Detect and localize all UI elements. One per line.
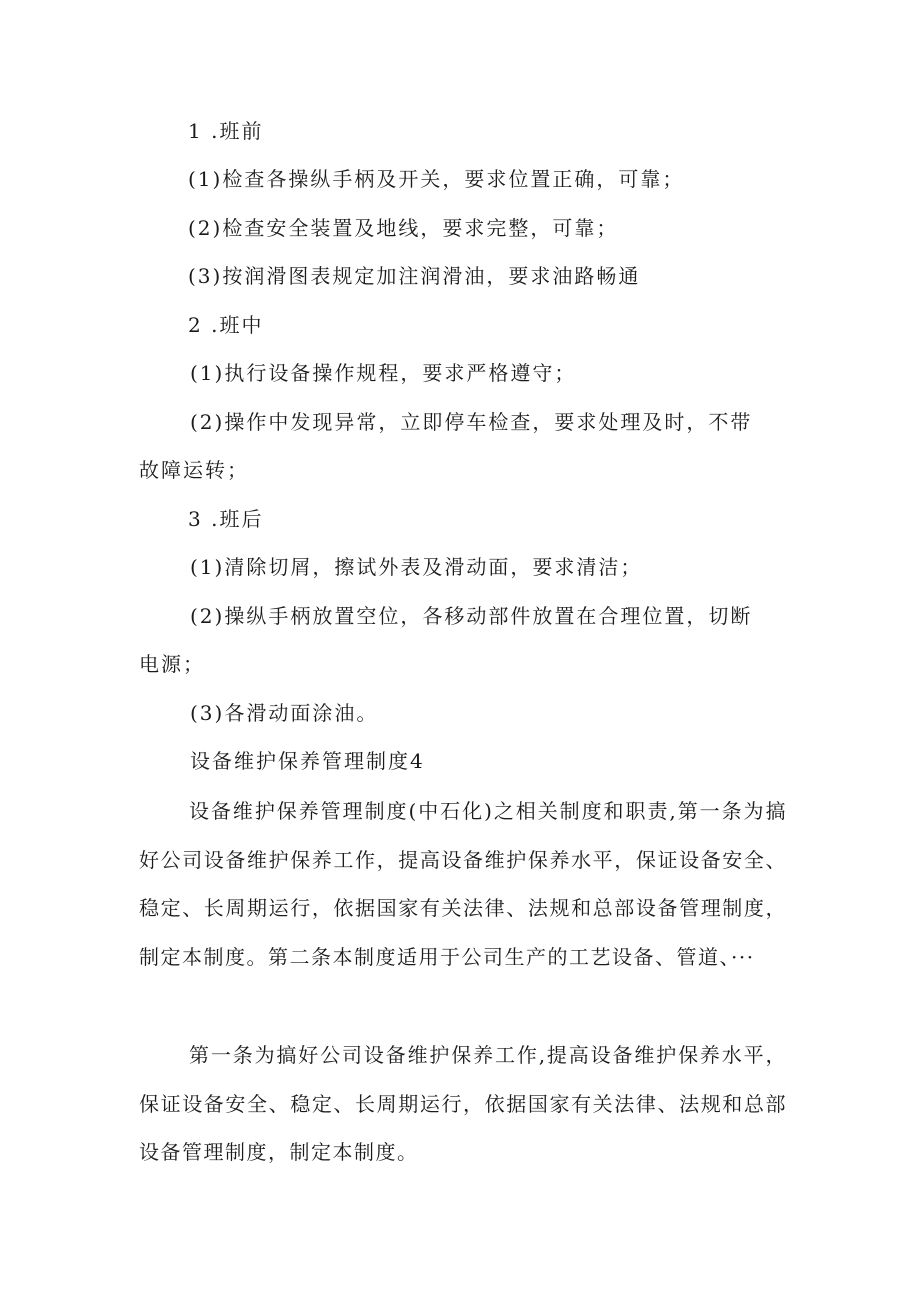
paragraph-summary: 设备维护保养管理制度(中石化)之相关制度和职责,第一条为搞好公司设备维护保养工作，提高设备维护保养水平，保证设备安全、稳定、长周期运行，依据国家有关法律、法规和总部设备管理制度，制定本制度。第二条本制度适用于公司生产的工艺设备、管道、··· [139,799,787,969]
section-heading-during-shift: 2 .班中 [188,313,264,337]
list-item: (2)操作中发现异常，立即停车检查，要求处理及时，不带 [190,410,753,434]
section-heading-after-shift: 3 .班后 [188,507,264,531]
list-item: (3)各滑动面涂油。 [190,701,379,725]
document-title: 设备维护保养管理制度4 [190,749,425,773]
paragraph-article-1: 第一条为搞好公司设备维护保养工作,提高设备维护保养水平，保证设备安全、稳定、长周期运行，依据国家有关法律、法规和总部设备管理制度，制定本制度。 [139,1043,787,1164]
list-item-continuation: 电源； [139,652,205,676]
list-item-continuation: 故障运转； [139,458,249,482]
list-item: (1)清除切屑，擦试外表及滑动面，要求清洁； [190,555,643,579]
list-item: (3)按润滑图表规定加注润滑油，要求油路畅通 [188,264,641,288]
section-heading-before-shift: 1 .班前 [188,119,264,143]
list-item: (1)检查各操纵手柄及开关，要求位置正确，可靠； [188,167,685,191]
list-item: (2)操纵手柄放置空位，各移动部件放置在合理位置，切断 [190,604,753,628]
list-item: (2)检查安全装置及地线，要求完整，可靠； [188,216,619,240]
list-item: (1)执行设备操作规程，要求严格遵守； [190,361,577,385]
